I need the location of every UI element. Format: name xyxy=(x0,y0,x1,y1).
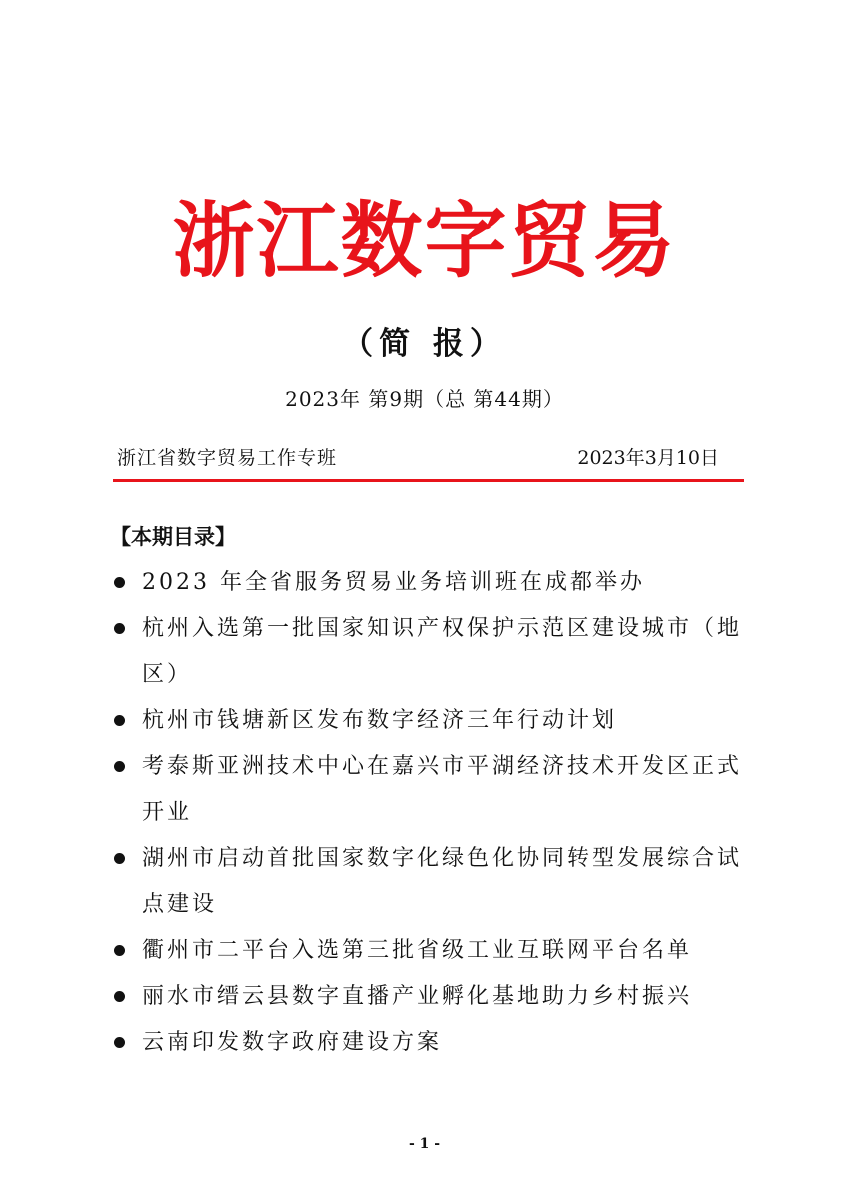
toc-list xyxy=(110,560,760,1066)
subtitle: （简 报） xyxy=(342,326,507,362)
bullet-icon xyxy=(114,623,125,634)
toc-item xyxy=(110,560,760,606)
bullet-icon xyxy=(114,577,125,588)
toc-item-text: 湖州市启动首批国家数字化绿色化协同转型发展综合试点建设 xyxy=(142,846,743,917)
bullet-icon xyxy=(114,991,125,1002)
toc-item xyxy=(110,698,760,744)
page-number: - 1 - xyxy=(408,1136,441,1152)
toc-item-text: 丽水市缙云县数字直播产业孵化基地助力乡村振兴 xyxy=(142,984,693,1009)
toc-item-text: 杭州入选第一批国家知识产权保护示范区建设城市（地区） xyxy=(142,616,743,687)
publish-date: 2023年3月10日 xyxy=(577,447,719,469)
toc-item xyxy=(110,744,760,836)
header-divider xyxy=(113,479,744,482)
issue-number: 2023年 第9期（总 第44期） xyxy=(285,387,564,411)
bullet-icon xyxy=(114,1037,125,1048)
toc-item-text: 考泰斯亚洲技术中心在嘉兴市平湖经济技术开发区正式开业 xyxy=(142,754,743,825)
toc-item-text: 云南印发数字政府建设方案 xyxy=(142,1030,443,1055)
toc-item xyxy=(110,606,760,698)
bullet-icon xyxy=(114,761,125,772)
toc-item xyxy=(110,836,760,928)
toc-heading: 【本期目录】 xyxy=(110,525,236,549)
toc-item xyxy=(110,928,760,974)
toc-item-text: 衢州市二平台入选第三批省级工业互联网平台名单 xyxy=(142,938,693,963)
publisher: 浙江省数字贸易工作专班 xyxy=(117,447,338,469)
toc-item xyxy=(110,974,760,1020)
bullet-icon xyxy=(114,945,125,956)
toc-item-text: 2023 年全省服务贸易业务培训班在成都举办 xyxy=(142,570,645,595)
masthead-title: 浙江数字贸易 xyxy=(172,194,677,289)
toc-item-text: 杭州市钱塘新区发布数字经济三年行动计划 xyxy=(142,708,618,733)
bullet-icon xyxy=(114,715,125,726)
toc-item xyxy=(110,1020,760,1066)
bullet-icon xyxy=(114,853,125,864)
